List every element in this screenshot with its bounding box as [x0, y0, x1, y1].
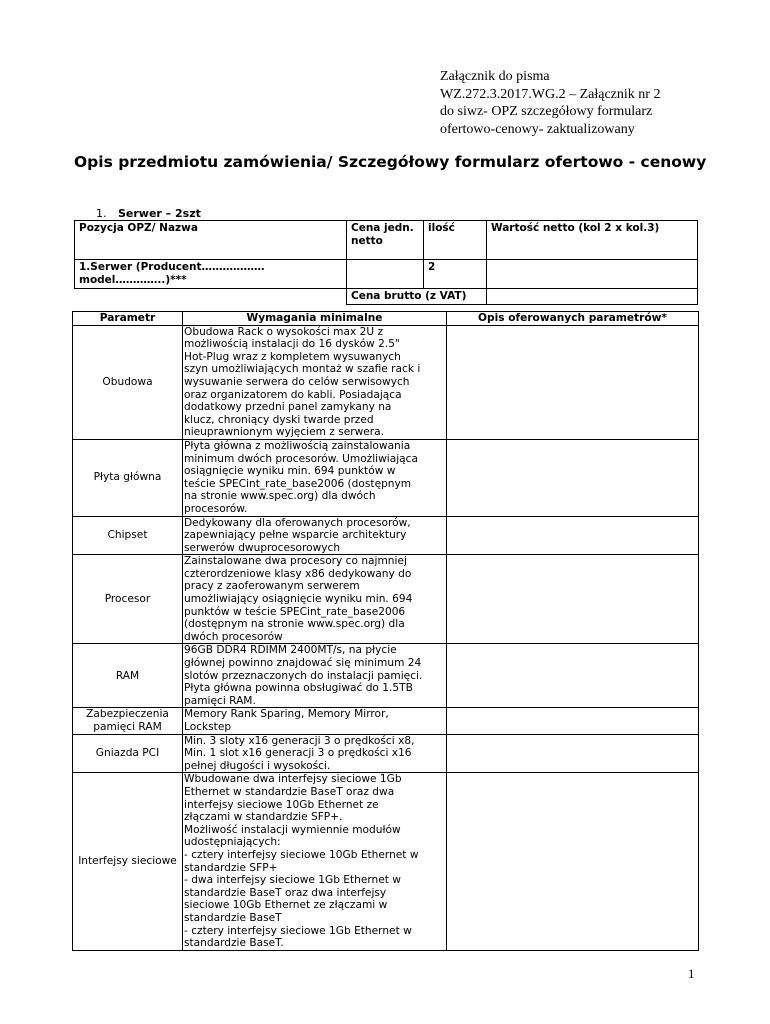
spec-table	[72, 311, 699, 951]
price-table-gross-row	[75, 289, 698, 305]
requirement-line: standardzie SFP+	[184, 861, 278, 874]
spec-row	[73, 734, 699, 773]
requirement-line: serwerów dwuprocesorowych	[184, 541, 341, 554]
requirement-line: Min. 3 sloty x16 generacji 3 o prędkości x8,	[184, 734, 415, 747]
requirement-line: możliwością instalacji do 16 dysków 2.5"	[184, 338, 400, 351]
spec-requirements	[183, 708, 447, 734]
spec-requirements	[183, 325, 447, 439]
spec-row	[73, 516, 699, 555]
page-title: Opis przedmiotu zamówienia/ Szczegółowy formularz ofertowo - cenowy	[74, 153, 707, 171]
requirement-line: czterordzeniowe klasy x86 dedykowany do	[184, 567, 412, 580]
requirement-line: Ethernet w standardzie BaseT oraz dwa	[184, 785, 395, 798]
cell-unit-price[interactable]	[347, 260, 424, 289]
price-table-row	[75, 260, 698, 289]
requirement-line: - dwa interfejsy sieciowe 1Gb Ethernet w	[184, 874, 401, 887]
spec-table-body	[73, 325, 699, 950]
requirement-line: Możliwość instalacji wymiennie modułów	[184, 823, 401, 836]
gross-value[interactable]	[487, 289, 698, 305]
cell-net-value[interactable]	[487, 260, 698, 289]
requirement-line: złączami w standardzie SFP+.	[184, 811, 343, 824]
requirement-line: sieciowe 10Gb Ethernet ze złączami w	[184, 899, 388, 912]
spec-row	[73, 644, 699, 708]
spec-row	[73, 773, 699, 950]
requirement-line: dodatkowy przedni panel zamykany na	[184, 401, 392, 414]
spec-offered-value[interactable]	[447, 773, 699, 950]
annex-line: do siwz- OPZ szczegółowy formularz	[440, 104, 653, 119]
spec-offered-value[interactable]	[447, 708, 699, 734]
requirement-line: dwóch procesorów	[184, 630, 283, 643]
spec-parameter: Procesor	[73, 555, 183, 644]
requirement-line: Min. 1 slot x16 generacji 3 o prędkości x16	[184, 747, 412, 760]
spec-requirements	[183, 734, 447, 773]
requirement-line: oraz organizatorem do kabli. Posiadająca	[184, 388, 402, 401]
requirement-line: Obudowa Rack o wysokości max 2U z	[184, 325, 383, 338]
requirement-line: pamięci RAM.	[184, 694, 256, 707]
requirement-line: standardzie BaseT	[184, 911, 282, 924]
annex-line: Załącznik do pisma	[440, 69, 550, 84]
page-number: 1	[688, 966, 695, 981]
requirement-line: na stronie www.spec.org) dla dwóch	[184, 490, 376, 503]
spec-offered-value[interactable]	[447, 325, 699, 439]
header-net-value: Wartość netto (kol 2 x kol.3)	[487, 221, 698, 260]
section-heading	[96, 207, 201, 221]
annex-line: ofertowo-cenowy- zaktualizowany	[440, 121, 635, 137]
spec-offered-value[interactable]	[447, 439, 699, 516]
spec-parameter: Płyta główna	[73, 439, 183, 516]
spec-offered-value[interactable]	[447, 644, 699, 708]
spec-parameter: Interfejsy sieciowe	[73, 773, 183, 950]
requirement-line: - cztery interfejsy sieciowe 10Gb Ethernet w	[184, 848, 419, 861]
spec-parameter: Gniazda PCI	[73, 734, 183, 773]
requirement-line: wysuwanie serwera do celów serwisowych	[184, 375, 410, 388]
requirement-line: głównej powinno znajdować się minimum 24	[184, 657, 422, 670]
requirement-line: umożliwiający osiągnięcie wyniku min. 694	[184, 593, 413, 606]
requirement-line: nieuprawnionym wyjęciem z serwera.	[184, 426, 385, 439]
gross-spacer	[75, 289, 347, 305]
annex-note	[440, 68, 740, 138]
spec-requirements	[183, 555, 447, 644]
requirement-line: zapewniający pełne wsparcie architektury	[184, 529, 407, 542]
spec-parameter: Zabezpieczenia pamięci RAM	[73, 708, 183, 734]
requirement-line: Wbudowane dwa interfejsy sieciowe 1Gb	[184, 773, 402, 786]
spec-parameter: RAM	[73, 644, 183, 708]
spec-row	[73, 325, 699, 439]
spec-row	[73, 555, 699, 644]
requirement-line: udostępniających:	[184, 836, 281, 849]
annex-line: WZ.272.3.2017.WG.2 – Załącznik nr 2	[440, 86, 661, 102]
requirement-line: osiągnięcie wyniku min. 694 punktów w	[184, 465, 396, 478]
spec-parameter: Obudowa	[73, 325, 183, 439]
requirement-line: punktów w teście SPECint_rate_base2006	[184, 605, 406, 618]
requirement-line: 96GB DDR4 RDIMM 2400MT/s, na płycie	[184, 644, 397, 657]
header-parameter: Parametr	[73, 312, 183, 326]
requirement-line: interfejsy sieciowe 10Gb Ethernet ze	[184, 798, 379, 811]
header-requirements: Wymagania minimalne	[183, 312, 447, 326]
requirement-line: Płyta główna z możliwością zainstalowania	[184, 439, 411, 452]
price-table	[74, 220, 698, 305]
requirement-line: Lockstep	[184, 721, 232, 733]
requirement-line: procesorów.	[184, 502, 248, 515]
spec-row	[73, 439, 699, 516]
spec-parameter: Chipset	[73, 516, 183, 555]
price-table-header-row	[75, 221, 698, 260]
requirement-line: minimum dwóch procesorów. Umożliwiająca	[184, 452, 418, 465]
requirement-line: szyn umożliwiających montaż w szafie rack i	[184, 363, 421, 376]
requirement-line: Płyta główna powinna obsługiwać do 1.5TB	[184, 682, 413, 695]
spec-offered-value[interactable]	[447, 516, 699, 555]
section-number: 1.	[96, 207, 107, 220]
requirement-line: teście SPECint_rate_base2006 (dostępnym	[184, 477, 412, 490]
cell-name: 1.Serwer (Producent……………… model…………..)***	[75, 260, 347, 289]
spec-offered-value[interactable]	[447, 734, 699, 773]
requirement-line: klucz, chroniący dyski twarde przed	[184, 413, 374, 426]
requirement-line: Zainstalowane dwa procesory co najmniej	[184, 555, 407, 568]
header-unit-price: Cena jedn. netto	[347, 221, 424, 260]
requirement-line: (dostępnym na stronie www.spec.org) dla	[184, 618, 405, 631]
gross-label: Cena brutto (z VAT)	[347, 289, 487, 305]
requirement-line: slotów przeznaczonych do instalacji pamięci.	[184, 669, 423, 682]
spec-offered-value[interactable]	[447, 555, 699, 644]
spec-row	[73, 708, 699, 734]
section-label: Serwer – 2szt	[118, 207, 201, 220]
requirement-line: Memory Rank Sparing, Memory Mirror,	[184, 708, 389, 721]
requirement-line: standardzie BaseT.	[184, 937, 284, 950]
header-offered: Opis oferowanych parametrów*	[447, 312, 699, 326]
header-name: Pozycja OPZ/ Nazwa	[75, 221, 347, 260]
requirement-line: Dedykowany dla oferowanych procesorów,	[184, 516, 411, 529]
requirement-line: Hot-Plug wraz z kompletem wysuwanych	[184, 350, 401, 363]
spec-requirements	[183, 439, 447, 516]
spec-table-header-row	[73, 312, 699, 326]
spec-requirements	[183, 516, 447, 555]
requirement-line: pełnej długości i wysokości.	[184, 759, 331, 772]
spec-requirements	[183, 773, 447, 950]
requirement-line: pracy z zaoferowanym serwerem	[184, 580, 360, 593]
requirement-line: - cztery interfejsy sieciowe 1Gb Ethernet w	[184, 924, 412, 937]
spec-requirements	[183, 644, 447, 708]
requirement-line: standardzie BaseT oraz dwa interfejsy	[184, 886, 387, 899]
cell-quantity: 2	[424, 260, 487, 289]
header-quantity: ilość	[424, 221, 487, 260]
